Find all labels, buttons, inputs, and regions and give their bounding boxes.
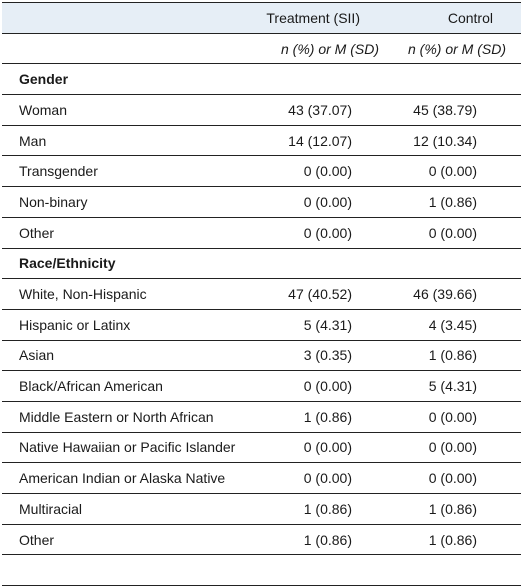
table-row (2, 187, 521, 218)
table-row (2, 494, 521, 525)
treatment-value: 0 (0.00) (261, 463, 389, 494)
control-value: 0 (0.00) (389, 156, 521, 187)
treatment-value: 43 (37.07) (261, 95, 389, 126)
treatment-value: 0 (0.00) (261, 187, 389, 218)
row-label: Man (2, 125, 261, 156)
subheader-row (2, 33, 521, 64)
control-column-header: Control (389, 3, 521, 34)
row-label: Other (2, 217, 261, 248)
treatment-value: 1 (0.86) (261, 524, 389, 555)
control-value: 12 (10.34) (389, 125, 521, 156)
row-label: Middle Eastern or North African (2, 401, 261, 432)
treatment-value: 1 (0.86) (261, 401, 389, 432)
control-value: 0 (0.00) (389, 432, 521, 463)
footer-blank-cell (2, 555, 261, 586)
control-value: 45 (38.79) (389, 95, 521, 126)
treatment-value: 1 (0.86) (261, 494, 389, 525)
control-value: 1 (0.86) (389, 187, 521, 218)
treatment-column-header: Treatment (SII) (261, 3, 389, 34)
control-value: 0 (0.00) (389, 463, 521, 494)
control-value: 0 (0.00) (389, 401, 521, 432)
row-label: Asian (2, 340, 261, 371)
table-row (2, 156, 521, 187)
demographics-table (2, 2, 521, 586)
column-header-row (2, 3, 521, 34)
table-row (2, 125, 521, 156)
section-title: Gender (2, 64, 521, 95)
treatment-value: 0 (0.00) (261, 371, 389, 402)
footer-blank-cell (389, 555, 521, 586)
table-row (2, 217, 521, 248)
treatment-value: 0 (0.00) (261, 217, 389, 248)
table-row (2, 279, 521, 310)
control-value: 4 (3.45) (389, 309, 521, 340)
table-row (2, 371, 521, 402)
control-value: 1 (0.86) (389, 524, 521, 555)
row-label: Native Hawaiian or Pacific Islander (2, 432, 261, 463)
control-value: 0 (0.00) (389, 217, 521, 248)
table-row (2, 340, 521, 371)
treatment-value: 14 (12.07) (261, 125, 389, 156)
section-row-race-ethnicity (2, 248, 521, 279)
control-value: 46 (39.66) (389, 279, 521, 310)
treatment-stat-subheader: n (%) or M (SD) (261, 33, 389, 64)
row-label: Woman (2, 95, 261, 126)
table-row (2, 309, 521, 340)
row-label: Non-binary (2, 187, 261, 218)
footer-blank-cell (261, 555, 389, 586)
row-label: Hispanic or Latinx (2, 309, 261, 340)
header-blank-cell (2, 3, 261, 34)
control-stat-subheader: n (%) or M (SD) (389, 33, 521, 64)
treatment-value: 5 (4.31) (261, 309, 389, 340)
section-title: Race/Ethnicity (2, 248, 521, 279)
row-label: Other (2, 524, 261, 555)
subheader-blank-cell (2, 33, 261, 64)
control-value: 5 (4.31) (389, 371, 521, 402)
row-label: White, Non-Hispanic (2, 279, 261, 310)
treatment-value: 3 (0.35) (261, 340, 389, 371)
table-footer-row (2, 555, 521, 586)
table-row (2, 463, 521, 494)
treatment-value: 0 (0.00) (261, 156, 389, 187)
treatment-value: 0 (0.00) (261, 432, 389, 463)
treatment-value: 47 (40.52) (261, 279, 389, 310)
control-value: 1 (0.86) (389, 340, 521, 371)
table-row (2, 432, 521, 463)
table-row (2, 401, 521, 432)
row-label: Transgender (2, 156, 261, 187)
row-label: Black/African American (2, 371, 261, 402)
table-row (2, 95, 521, 126)
row-label: American Indian or Alaska Native (2, 463, 261, 494)
table-row (2, 524, 521, 555)
control-value: 1 (0.86) (389, 494, 521, 525)
section-row-gender (2, 64, 521, 95)
row-label: Multiracial (2, 494, 261, 525)
